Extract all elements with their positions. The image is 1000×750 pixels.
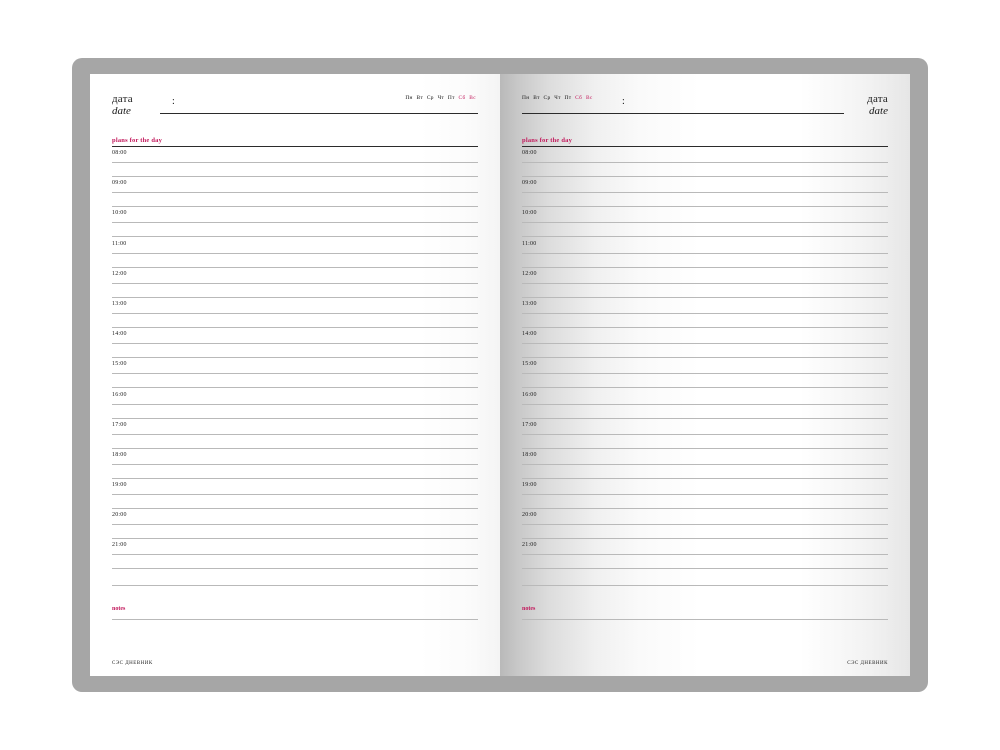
- hour-label: 12:00: [112, 270, 127, 277]
- hour-label: 20:00: [522, 512, 537, 519]
- weekday-sat[interactable]: Сб: [575, 95, 583, 101]
- hour-label: 20:00: [112, 512, 127, 519]
- hour-slot[interactable]: [112, 177, 478, 207]
- write-line[interactable]: [522, 222, 888, 223]
- notes-label-left: notes: [112, 605, 126, 612]
- write-line[interactable]: [112, 343, 478, 344]
- hour-label: 17:00: [112, 421, 127, 428]
- hour-label: 18:00: [522, 451, 537, 458]
- write-line[interactable]: [522, 554, 888, 555]
- write-line[interactable]: [522, 494, 888, 495]
- write-line[interactable]: [522, 524, 888, 525]
- write-line[interactable]: [112, 464, 478, 465]
- write-line[interactable]: [522, 404, 888, 405]
- write-line[interactable]: [522, 192, 888, 193]
- date-label-ru: дата: [867, 93, 888, 105]
- hour-label: 16:00: [112, 391, 127, 398]
- weekday-wed[interactable]: Ср: [543, 95, 551, 101]
- hour-slot[interactable]: [522, 389, 888, 419]
- hour-label: 08:00: [522, 150, 537, 156]
- footer-brand-right: СЭС ДНЕВНИК: [847, 661, 888, 666]
- date-label-right: [867, 94, 888, 117]
- planner-page-right: [500, 74, 910, 676]
- write-line[interactable]: [112, 192, 478, 193]
- write-line[interactable]: [112, 585, 478, 586]
- planner-spread: [90, 74, 910, 676]
- weekday-sat[interactable]: Сб: [458, 95, 466, 101]
- extra-slot[interactable]: [112, 570, 478, 600]
- weekday-strip-right[interactable]: [522, 95, 595, 101]
- notes-section-left: [112, 600, 478, 626]
- write-line[interactable]: [112, 253, 478, 254]
- hour-label: 14:00: [112, 331, 127, 338]
- plans-label-right: plans for the day: [522, 137, 573, 144]
- hour-slot[interactable]: [112, 238, 478, 268]
- hour-label: 13:00: [112, 300, 127, 307]
- hour-label: 21:00: [522, 542, 537, 549]
- hour-slot[interactable]: [522, 268, 888, 298]
- page-header-left: [112, 94, 478, 128]
- weekday-fri[interactable]: Пт: [564, 95, 572, 101]
- write-line[interactable]: [522, 619, 888, 620]
- weekday-fri[interactable]: Пт: [447, 95, 455, 101]
- write-line[interactable]: [522, 434, 888, 435]
- hour-slot[interactable]: [522, 509, 888, 539]
- plans-section-right: [522, 137, 888, 147]
- hour-slot[interactable]: [522, 479, 888, 509]
- hour-slot[interactable]: [112, 358, 478, 388]
- write-line[interactable]: [112, 283, 478, 284]
- write-line[interactable]: [112, 494, 478, 495]
- hour-label: 19:00: [522, 482, 537, 489]
- hour-slot[interactable]: [112, 509, 478, 539]
- hour-slot[interactable]: [112, 328, 478, 358]
- hour-slot[interactable]: [522, 449, 888, 479]
- date-write-line-right[interactable]: [522, 113, 844, 114]
- hour-slot[interactable]: [112, 389, 478, 419]
- hour-slot[interactable]: [522, 177, 888, 207]
- weekday-tue[interactable]: Вт: [533, 95, 540, 101]
- hour-slot[interactable]: [522, 419, 888, 449]
- date-colon-left: :: [172, 96, 175, 107]
- notes-section-right: [522, 600, 888, 626]
- hour-slot[interactable]: [522, 298, 888, 328]
- weekday-sun[interactable]: Вс: [469, 95, 476, 101]
- hour-label: 10:00: [112, 210, 127, 217]
- weekday-thu[interactable]: Чт: [554, 95, 561, 101]
- hour-slot[interactable]: [112, 479, 478, 509]
- plans-label-left: plans for the day: [112, 137, 163, 144]
- footer-brand-left: СЭС ДНЕВНИК: [112, 661, 153, 666]
- date-write-line-left[interactable]: [160, 113, 478, 114]
- hour-label: 21:00: [112, 542, 127, 549]
- hour-label: 08:00: [112, 150, 127, 156]
- write-line[interactable]: [522, 253, 888, 254]
- extra-slot[interactable]: [522, 570, 888, 600]
- hour-slot[interactable]: [522, 147, 888, 177]
- hour-slot[interactable]: [112, 298, 478, 328]
- write-line[interactable]: [522, 343, 888, 344]
- page-header-right: [522, 94, 888, 128]
- weekday-strip-left[interactable]: [405, 95, 478, 101]
- hour-slot[interactable]: [522, 207, 888, 237]
- weekday-wed[interactable]: Ср: [426, 95, 434, 101]
- hour-slot[interactable]: [522, 539, 888, 569]
- write-line[interactable]: [112, 434, 478, 435]
- hour-slot[interactable]: [112, 449, 478, 479]
- hour-label: 18:00: [112, 451, 127, 458]
- write-line[interactable]: [112, 554, 478, 555]
- hour-slot[interactable]: [112, 207, 478, 237]
- hour-label: 09:00: [112, 180, 127, 187]
- date-label-en: date: [112, 104, 131, 117]
- hour-slot[interactable]: [522, 238, 888, 268]
- weekday-mon[interactable]: Пн: [405, 95, 413, 101]
- write-line[interactable]: [522, 585, 888, 586]
- hour-slot[interactable]: [522, 328, 888, 358]
- planner-page-left: [90, 74, 500, 676]
- date-label-left: [112, 94, 133, 117]
- hour-slot[interactable]: [112, 268, 478, 298]
- weekday-mon[interactable]: Пн: [522, 95, 530, 101]
- write-line[interactable]: [112, 373, 478, 374]
- hour-label: 09:00: [522, 180, 537, 187]
- hour-label: 11:00: [522, 240, 537, 247]
- hour-label: 11:00: [112, 240, 127, 247]
- hour-slot[interactable]: [522, 358, 888, 388]
- write-line[interactable]: [112, 404, 478, 405]
- write-line[interactable]: [112, 524, 478, 525]
- write-line[interactable]: [522, 162, 888, 163]
- hour-label: 17:00: [522, 421, 537, 428]
- write-line[interactable]: [522, 283, 888, 284]
- hour-label: 16:00: [522, 391, 537, 398]
- date-colon-right: :: [622, 96, 625, 107]
- date-label-en: date: [869, 104, 888, 117]
- plans-section-left: [112, 137, 478, 147]
- write-line[interactable]: [522, 313, 888, 314]
- write-line[interactable]: [112, 619, 478, 620]
- hour-slot[interactable]: [112, 147, 478, 177]
- hour-label: 14:00: [522, 331, 537, 338]
- write-line[interactable]: [112, 313, 478, 314]
- weekday-thu[interactable]: Чт: [437, 95, 445, 101]
- hour-label: 12:00: [522, 270, 537, 277]
- weekday-sun[interactable]: Вс: [585, 95, 593, 101]
- write-line[interactable]: [112, 222, 478, 223]
- hour-slot[interactable]: [112, 539, 478, 569]
- hour-slot[interactable]: [112, 419, 478, 449]
- date-label-ru: дата: [112, 93, 133, 105]
- write-line[interactable]: [112, 162, 478, 163]
- write-line[interactable]: [522, 373, 888, 374]
- hour-label: 15:00: [112, 361, 127, 368]
- notes-label-right: notes: [522, 605, 536, 612]
- write-line[interactable]: [522, 464, 888, 465]
- hour-grid-right: [522, 147, 888, 600]
- weekday-tue[interactable]: Вт: [416, 95, 424, 101]
- hour-grid-left: [112, 147, 478, 600]
- hour-label: 10:00: [522, 210, 537, 217]
- hour-label: 19:00: [112, 482, 127, 489]
- hour-label: 15:00: [522, 361, 537, 368]
- hour-label: 13:00: [522, 300, 537, 307]
